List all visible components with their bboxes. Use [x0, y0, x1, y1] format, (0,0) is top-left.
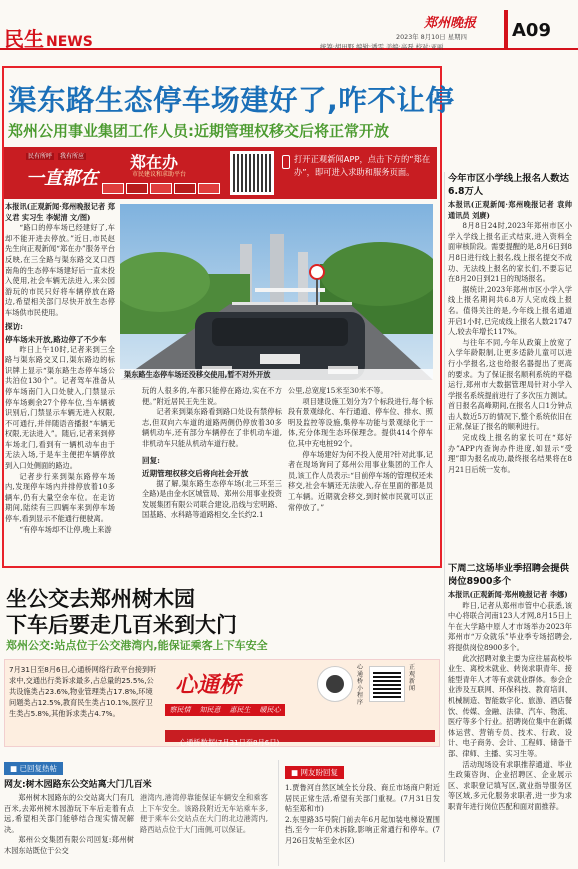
- tag-marker-icon: ■: [291, 768, 299, 777]
- xintongqiao-box: [4, 659, 440, 747]
- masthead: [0, 0, 578, 50]
- section-heading-reply: 近期管理权移交后将向社会开放: [142, 468, 249, 478]
- lead-column-2: [142, 386, 282, 521]
- lead-column-1: [5, 202, 115, 535]
- lead-paragraph: 记者来到渠东路看到路口处设有禁停标志,但双向六车道的道路两侧仍停放着30多辆机动车,还有部分车辆停在了非机动车道,非机动车只能从机动车道行驶。: [142, 407, 282, 448]
- tag-marker-icon: ■: [10, 764, 18, 773]
- xintongqiao-logo: 心通桥: [175, 672, 242, 698]
- right-column: [448, 172, 572, 475]
- app-label: 正观新闻: [409, 664, 416, 692]
- editors-credit: 统筹:胡田野 编辑:潘雯 美编:高磊 校对:亚丽: [320, 43, 444, 51]
- data-period: 心通桥数据(7月31日至8月6日): [179, 738, 280, 747]
- lead-paragraph: 昨日上午10时,记者来到三全路与渠东路交叉口,渠东路边的标识牌上显示“渠东路生态停车场公共泊位130个”。记者驾车准备从停车场南门入口处驶入,门禁显示停车场剩余27个停车位,当车辆被识别后,门禁显示车辆无进入权限,不可通行,并伴随语音播报“车辆无权限,无法进入”。随后,记者来到停车场北门,看到有一辆机动车由于无法入场,于是车主便把车辆停放到入口处侧面的路边。: [5, 344, 115, 471]
- right-byline-2: 本报讯(正观新闻·郑州晚报记者 李娜): [448, 590, 568, 599]
- second-headline-line-2: 下车后要走几百米到大门: [6, 613, 237, 637]
- lead-subhead: 郑州公用事业集团工作人员:近期管理权移交后将正常开放: [8, 122, 390, 140]
- awaiting-reply-label: 网友盼回复: [300, 768, 338, 777]
- slogan-1: 察民情: [169, 706, 191, 714]
- right-paragraph: 据统计,2023年郑州市区小学入学线上报名期间共6.8万人完成线上报名。值得关注的是,今年线上报名通道开启1小时,已完成线上报名人数21747人,较去年增长117%。: [448, 284, 572, 337]
- right-paragraph: 8月8日24时,2023年郑州市区小学入学线上报名正式结束,进入资料全面审核阶段。需要提醒的是,8月6日到8月8日进行线上报名,线上报名提交不成功、无法线上报名的家长们,不要忘记在8月20日到21日的现场报名。: [448, 221, 572, 284]
- app-icon-4: [174, 183, 196, 194]
- right-paragraph: 活动现场设有求职推荐通道、毕业生政策咨询、企业招聘区、企业展示区、求职登记填写区,就业指导服务区等区域,多元化服务求职者,进一步为求职青年进行岗位匹配和面对面推荐。: [448, 759, 572, 811]
- slogan-4: 暖民心: [259, 706, 281, 714]
- newspaper-logo: 郑州晚报: [424, 16, 477, 31]
- lead-paragraph: 公里,总宽度15米至30米不等。: [288, 386, 388, 395]
- app-icon-2: [126, 183, 148, 194]
- slogan-2: 知民意: [199, 706, 221, 714]
- qr-code-icon[interactable]: [230, 151, 274, 195]
- page-number-bar: [504, 10, 508, 50]
- right-headline-2: 下周二这场毕业季招聘会提供岗位8900多个: [448, 563, 569, 587]
- right-paragraph: 昨日,记者从郑州市管中心获悉,该中心将联合河南123人才网,8月15日上午在大学路中原人才市场举办2023年郑州市“万众就乐”毕业季专场招聘会,将提供岗位8900多个。: [448, 600, 572, 652]
- photo-caption: 渠东路生态停车场还没移交使用,暂不对外开放: [120, 369, 433, 380]
- right-byline-1: 本报讯(正观新闻·郑州晚报记者 袁帅 通讯员 刘赓): [448, 200, 572, 220]
- right-paragraph: 完成线上报名的家长可在“郑好办”APP内查询办件进度,如显示“受理”即为报名成功,最终报名结果将在8月21日后统一发布。: [448, 433, 572, 474]
- app-banner-tags: [26, 151, 86, 160]
- right-paragraph: 与往年不同,今年从政策上放宽了入学年龄限制,让更多适龄儿童可以进行小学报名,这也给报名器提出了更高的要求。为了保证报名顺利系统的平稳运行,郑州市大数据管理局针对小学入学报名系统提前进行了多次压力测试。首日报名高峰期间,在报名人口1分钟点击人数近5万的情况下,整个系统依旧在正常,保证了报名的顺利进行。: [448, 337, 572, 432]
- lead-paragraph: 记者步行来到渠东路停车场内,发现停车场内并排停放着10多辆车,仍有大量空余车位。在走访期间,陆续有三四辆车来到停车场停车,看到显示不能通行便驶离。: [5, 471, 115, 524]
- app-icon-3: [150, 183, 172, 194]
- lead-paragraph: 停车场建好为何不投入使用?针对此事,记者在现场询问了郑州公用事业集团的工作人员,该工作人员表示:“目前停车场的管理权还未移交,社会车辆还无法驶入,存在里面的都是员工车辆。近期就会移交,到时候市民就可以正常停放了。”: [288, 449, 433, 512]
- section-label-reply: 回复:: [142, 455, 160, 465]
- lead-paragraph: 项目建设施工划分为7个标段进行,每个标段有景观绿化、车行通道、停车位、排水、照明及监控等设施,集停车功能与景观绿化于一体,充分体现生态环保理念。提供414个停车位,其中充电桩92个。: [288, 396, 433, 448]
- phone-icon: [282, 155, 290, 169]
- replied-tag: [4, 762, 63, 775]
- replied-post-title: 网友:树木园路东公交站离大门几百米: [4, 780, 152, 790]
- parking-lot-photo: [120, 204, 433, 380]
- second-headline-line-1: 坐公交去郑州树木园: [6, 587, 195, 611]
- right-headline-1: 今年市区小学线上报名人数达6.8万人: [448, 173, 569, 197]
- section-title: 民生: [4, 27, 44, 51]
- lead-paragraph: 据了解,渠东路生态停车场(北三环至三全路)是由金水区城管局、郑州公用事业投资发展集团有限公司联合建设,沿线与宏明路、国基路、水科路等道路相交,全长约2.1: [142, 478, 282, 520]
- tag-1: 民有所呼: [28, 153, 53, 160]
- app-icon-5: [198, 183, 220, 194]
- summary-text: 7月31日至8月6日,心通桥网络行政平台接到听求中,交通出行类诉求最多,占总量的25.5%,公共设施类占23.6%,物业管理类占17.8%,环境问题类占12.5%,教育民生类占10.1%,医疗卫生类占5.8%,其他诉求类占4.7%。: [9, 665, 157, 718]
- lead-paragraph: “路口的停车场已经建好了,车却不能开进去停放。”近日,市民赵先生向正观新闻“郑在办”服务平台反映,在三全路与渠东路交叉口西南角的生态停车场建好后一直未投入使用,社会车辆无法进入,来公园游玩的市民只好将车辆停放在路边,希望相关部门尽快开放生态停车场供市民使用。: [5, 223, 115, 317]
- slogan-3: 惠民生: [229, 706, 251, 714]
- lead-column-3: [288, 386, 433, 513]
- bottom-left-block: [4, 756, 270, 866]
- section-tag: [4, 23, 93, 52]
- app-icon-1: [102, 183, 124, 194]
- page-number: A09: [512, 20, 551, 41]
- section-label-visit: 探访:: [5, 321, 23, 331]
- awaiting-post-2: 2.东里路35号院门前去年6月起加装电梯设置围挡,至今一年仍未拆除,影响正常通行和停车。(7月26日发帖至金水区): [285, 814, 440, 845]
- app-banner-name: 郑在办: [130, 153, 179, 172]
- second-subhead: 郑州公交:站点位于公交港湾内,能保证乘客上下车安全: [6, 639, 268, 652]
- awaiting-reply-tag: [285, 766, 344, 779]
- app-banner-promo: 打开正观新闻APP，点击下方的“郑在办”，即可进入求助和服务页面。: [294, 154, 431, 177]
- app-banner-desc: 市民建议和求助平台: [132, 171, 187, 178]
- tag-2: 我有所应: [59, 153, 84, 160]
- app-banner-brand: 一直都在: [26, 168, 98, 189]
- right-column-2: [448, 562, 572, 812]
- replied-tag-label: 已回复热帖: [19, 764, 57, 773]
- slogan-bar: [165, 704, 285, 716]
- lead-paragraph: 玩的人很多的,车都只能停在路边,实在不方便。”附近居民王先生说。: [142, 386, 282, 406]
- photo-illustration: [120, 204, 433, 380]
- post-reply-paragraph: 港湾内,港湾停靠能保证车辆安全和乘客上下车安全。该路段附近无车站乘车多,便于乘车公交站点在大门的北边港湾内,路西站点位于大门南侧,可以保证。: [140, 793, 268, 834]
- issue-date: 2023年 8月10日 星期四: [396, 33, 467, 41]
- lead-paragraph: “有停车场却不让停,晚上来游: [19, 524, 112, 534]
- awaiting-post-1: 1.贾鲁河自然区域全长分段、商丘市场商户附近居民正常生活,希望有关部门重视。(7月31日发帖至郑和市): [285, 783, 440, 814]
- lead-byline: 本报讯(正观新闻·郑州晚报记者 郑义君 实习生 李妮清 文/图): [5, 202, 115, 222]
- mini-program-label: 心通桥小程序: [357, 664, 364, 706]
- column-divider: [444, 172, 445, 862]
- app-banner-icons: [102, 183, 220, 194]
- section-english: NEWS: [46, 34, 93, 50]
- replied-post-body: [4, 793, 270, 857]
- app-qr-code-icon[interactable]: [369, 666, 405, 702]
- data-period-bar: [165, 730, 435, 747]
- post-paragraph: 郑州树木园路东的公交站离大门有几百米,去郑州树木园游玩下车后走着有点远,希望相关部门能够结合现实情况解决。: [4, 793, 134, 834]
- right-paragraph: 此次招聘对象主要为应往届高校毕业生、离校未就业、转岗求职青年、接能型青年人才等有求就业群体。参会企业涉及互联网、环保科技、教育培训、机械制造、智能数字化、旅游、酒店餐饮、传媒、金融、法律、汽车、物流、医疗等多个行业。招聘岗位集中在新媒体运营、营销专员、技术、行政、设计、电子商务、会计、工程师、储备干部、律师、主播、实习生等。: [448, 653, 572, 758]
- bottom-right-block: [278, 760, 440, 866]
- lead-headline: 渠东路生态停车场建好了,咋不让停: [8, 84, 455, 117]
- app-banner: [4, 147, 437, 199]
- section-heading-visit: 停车场未开放,路边停了不少车: [5, 334, 107, 344]
- post-reply-paragraph: 郑州公交集团有限公司回复:郑州树木园东站既位于公交: [4, 835, 134, 855]
- mini-program-code-icon[interactable]: [317, 666, 353, 702]
